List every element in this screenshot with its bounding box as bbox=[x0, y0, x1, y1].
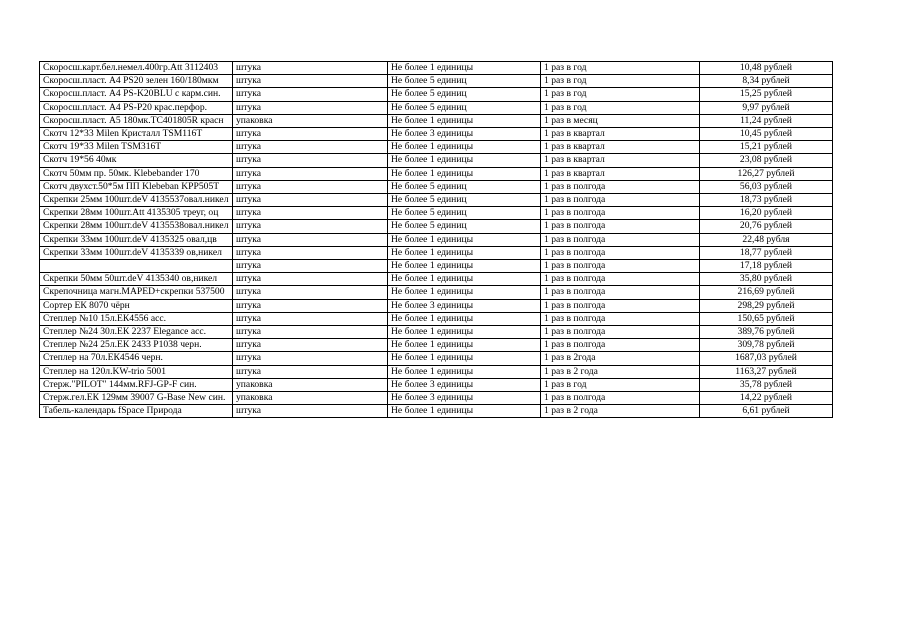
quantity-limit-cell: Не более 5 единиц bbox=[388, 101, 541, 114]
item-name-cell: Скотч 12*33 Milen Кристалл TSM116T bbox=[40, 128, 233, 141]
unit-cell: штука bbox=[233, 299, 388, 312]
quantity-limit-cell: Не более 1 единицы bbox=[388, 286, 541, 299]
quantity-limit-cell: Не более 5 единиц bbox=[388, 75, 541, 88]
item-name-cell: Скотч двухст.50*5м ПП Klebeban KPP505T bbox=[40, 180, 233, 193]
frequency-cell: 1 раз в месяц bbox=[541, 114, 700, 127]
quantity-limit-cell: Не более 1 единицы bbox=[388, 405, 541, 418]
frequency-cell: 1 раз в квартал bbox=[541, 167, 700, 180]
frequency-cell: 1 раз в полгода bbox=[541, 326, 700, 339]
unit-cell: штука bbox=[233, 312, 388, 325]
frequency-cell: 1 раз в полгода bbox=[541, 312, 700, 325]
unit-cell: упаковка bbox=[233, 378, 388, 391]
frequency-cell: 1 раз в квартал bbox=[541, 141, 700, 154]
table-row bbox=[40, 180, 833, 193]
frequency-cell: 1 раз в год bbox=[541, 75, 700, 88]
frequency-cell: 1 раз в полгода bbox=[541, 246, 700, 259]
item-name-cell: Табель-календарь fSpace Природа bbox=[40, 405, 233, 418]
frequency-cell: 1 раз в год bbox=[541, 62, 700, 75]
item-name-cell: Степлер №24 25л.ЕК 2433 Р1038 черн. bbox=[40, 339, 233, 352]
item-name-cell: Скрепки 50мм 50шт.deV 4135340 ов,никел bbox=[40, 273, 233, 286]
price-cell: 22,48 рубля bbox=[700, 233, 833, 246]
price-cell: 20,76 рублей bbox=[700, 220, 833, 233]
unit-cell: штука bbox=[233, 365, 388, 378]
unit-cell: штука bbox=[233, 233, 388, 246]
table-row bbox=[40, 326, 833, 339]
item-name-cell: Степлер №10 15л.ЕК4556 асс. bbox=[40, 312, 233, 325]
item-name-cell: Скрепки 33мм 100шт.deV 4135339 ов,никел bbox=[40, 246, 233, 259]
item-name-cell: Скрепки 28мм 100шт.Att 4135305 треуг, оц bbox=[40, 207, 233, 220]
table-row bbox=[40, 273, 833, 286]
quantity-limit-cell: Не более 1 единицы bbox=[388, 326, 541, 339]
table-row bbox=[40, 392, 833, 405]
item-name-cell: Скрепки 25мм 100шт.deV 4135537овал.никел bbox=[40, 194, 233, 207]
unit-cell: штука bbox=[233, 167, 388, 180]
quantity-limit-cell: Не более 1 единицы bbox=[388, 167, 541, 180]
frequency-cell: 1 раз в год bbox=[541, 101, 700, 114]
quantity-limit-cell: Не более 1 единицы bbox=[388, 339, 541, 352]
table-row bbox=[40, 62, 833, 75]
frequency-cell: 1 раз в полгода bbox=[541, 220, 700, 233]
table-row bbox=[40, 194, 833, 207]
table-row bbox=[40, 286, 833, 299]
table-row bbox=[40, 101, 833, 114]
quantity-limit-cell: Не более 1 единицы bbox=[388, 114, 541, 127]
price-cell: 6,61 рублей bbox=[700, 405, 833, 418]
frequency-cell: 1 раз в квартал bbox=[541, 154, 700, 167]
unit-cell: штука bbox=[233, 273, 388, 286]
unit-cell: штука bbox=[233, 75, 388, 88]
frequency-cell: 1 раз в 2 года bbox=[541, 405, 700, 418]
price-cell: 389,76 рублей bbox=[700, 326, 833, 339]
frequency-cell: 1 раз в полгода bbox=[541, 260, 700, 273]
item-name-cell: Сортер ЕК 8070 чёрн bbox=[40, 299, 233, 312]
table-row bbox=[40, 233, 833, 246]
quantity-limit-cell: Не более 3 единицы bbox=[388, 378, 541, 391]
item-name-cell: Степлер на 70л.ЕК4546 черн. bbox=[40, 352, 233, 365]
table-row bbox=[40, 128, 833, 141]
quantity-limit-cell: Не более 1 единицы bbox=[388, 365, 541, 378]
item-name-cell: Скоросш.пласт. А4 PS-P20 крас.перфор. bbox=[40, 101, 233, 114]
price-cell: 8,34 рублей bbox=[700, 75, 833, 88]
unit-cell: штука bbox=[233, 180, 388, 193]
table-row bbox=[40, 88, 833, 101]
frequency-cell: 1 раз в полгода bbox=[541, 180, 700, 193]
price-cell: 35,80 рублей bbox=[700, 273, 833, 286]
table-row bbox=[40, 352, 833, 365]
item-name-cell: Скотч 19*56 40мк bbox=[40, 154, 233, 167]
table-row bbox=[40, 167, 833, 180]
quantity-limit-cell: Не более 1 единицы bbox=[388, 352, 541, 365]
unit-cell: штука bbox=[233, 260, 388, 273]
unit-cell: штука bbox=[233, 246, 388, 259]
table-row bbox=[40, 299, 833, 312]
item-name-cell: Степлер на 120л.KW-trio 5001 bbox=[40, 365, 233, 378]
supply-table bbox=[39, 61, 833, 418]
table-row bbox=[40, 365, 833, 378]
price-cell: 18,73 рублей bbox=[700, 194, 833, 207]
quantity-limit-cell: Не более 1 единицы bbox=[388, 141, 541, 154]
price-cell: 15,21 рублей bbox=[700, 141, 833, 154]
unit-cell: штука bbox=[233, 62, 388, 75]
unit-cell: штука bbox=[233, 405, 388, 418]
unit-cell: штука bbox=[233, 339, 388, 352]
table-row bbox=[40, 207, 833, 220]
supply-table-body bbox=[40, 62, 833, 418]
frequency-cell: 1 раз в полгода bbox=[541, 286, 700, 299]
item-name-cell: Стерж.гел.ЕК 129мм 39007 G-Base New син. bbox=[40, 392, 233, 405]
price-cell: 18,77 рублей bbox=[700, 246, 833, 259]
frequency-cell: 1 раз в полгода bbox=[541, 194, 700, 207]
price-cell: 126,27 рублей bbox=[700, 167, 833, 180]
frequency-cell: 1 раз в год bbox=[541, 378, 700, 391]
price-cell: 11,24 рублей bbox=[700, 114, 833, 127]
frequency-cell: 1 раз в 2 года bbox=[541, 365, 700, 378]
item-name-cell: Стерж."PILOT" 144мм.RFJ-GP-F син. bbox=[40, 378, 233, 391]
table-row bbox=[40, 75, 833, 88]
quantity-limit-cell: Не более 5 единиц bbox=[388, 194, 541, 207]
price-cell: 10,45 рублей bbox=[700, 128, 833, 141]
quantity-limit-cell: Не более 3 единицы bbox=[388, 392, 541, 405]
quantity-limit-cell: Не более 1 единицы bbox=[388, 246, 541, 259]
quantity-limit-cell: Не более 3 единицы bbox=[388, 299, 541, 312]
price-cell: 56,03 рублей bbox=[700, 180, 833, 193]
price-cell: 9,97 рублей bbox=[700, 101, 833, 114]
table-row bbox=[40, 154, 833, 167]
unit-cell: упаковка bbox=[233, 114, 388, 127]
price-cell: 1163,27 рублей bbox=[700, 365, 833, 378]
unit-cell: штука bbox=[233, 128, 388, 141]
unit-cell: штука bbox=[233, 194, 388, 207]
unit-cell: штука bbox=[233, 101, 388, 114]
item-name-cell: Скотч 19*33 Milen TSM316T bbox=[40, 141, 233, 154]
frequency-cell: 1 раз в год bbox=[541, 88, 700, 101]
table-row bbox=[40, 339, 833, 352]
item-name-cell: Скрепки 28мм 100шт.deV 4135538овал.никел bbox=[40, 220, 233, 233]
price-cell: 1687,03 рублей bbox=[700, 352, 833, 365]
frequency-cell: 1 раз в квартал bbox=[541, 128, 700, 141]
table-row bbox=[40, 114, 833, 127]
quantity-limit-cell: Не более 3 единицы bbox=[388, 128, 541, 141]
item-name-cell bbox=[40, 260, 233, 273]
item-name-cell: Скотч 50мм пр. 50мк. Klebebander 170 bbox=[40, 167, 233, 180]
table-row bbox=[40, 378, 833, 391]
table-row bbox=[40, 246, 833, 259]
price-cell: 23,08 рублей bbox=[700, 154, 833, 167]
frequency-cell: 1 раз в полгода bbox=[541, 299, 700, 312]
quantity-limit-cell: Не более 5 единиц bbox=[388, 220, 541, 233]
unit-cell: штука bbox=[233, 141, 388, 154]
table-row bbox=[40, 141, 833, 154]
price-cell: 10,48 рублей bbox=[700, 62, 833, 75]
frequency-cell: 1 раз в полгода bbox=[541, 233, 700, 246]
quantity-limit-cell: Не более 1 единицы bbox=[388, 62, 541, 75]
price-cell: 15,25 рублей bbox=[700, 88, 833, 101]
quantity-limit-cell: Не более 1 единицы bbox=[388, 312, 541, 325]
unit-cell: упаковка bbox=[233, 392, 388, 405]
table-row bbox=[40, 405, 833, 418]
quantity-limit-cell: Не более 5 единиц bbox=[388, 180, 541, 193]
price-cell: 14,22 рублей bbox=[700, 392, 833, 405]
price-cell: 16,20 рублей bbox=[700, 207, 833, 220]
frequency-cell: 1 раз в полгода bbox=[541, 339, 700, 352]
quantity-limit-cell: Не более 1 единицы bbox=[388, 233, 541, 246]
unit-cell: штука bbox=[233, 154, 388, 167]
frequency-cell: 1 раз в 2года bbox=[541, 352, 700, 365]
unit-cell: штука bbox=[233, 352, 388, 365]
table-row bbox=[40, 260, 833, 273]
table-row bbox=[40, 312, 833, 325]
price-cell: 35,78 рублей bbox=[700, 378, 833, 391]
item-name-cell: Скоросш.пласт. А4 PS20 зелен 160/180мкм bbox=[40, 75, 233, 88]
frequency-cell: 1 раз в полгода bbox=[541, 392, 700, 405]
price-cell: 298,29 рублей bbox=[700, 299, 833, 312]
item-name-cell: Скрепочница магн.MAPED+скрепки 537500 bbox=[40, 286, 233, 299]
price-cell: 150,65 рублей bbox=[700, 312, 833, 325]
item-name-cell: Скрепки 33мм 100шт.deV 4135325 овал,цв bbox=[40, 233, 233, 246]
item-name-cell: Скоросш.пласт. А4 PS-K20BLU с карм.син. bbox=[40, 88, 233, 101]
quantity-limit-cell: Не более 5 единиц bbox=[388, 207, 541, 220]
quantity-limit-cell: Не более 1 единицы bbox=[388, 260, 541, 273]
price-cell: 309,78 рублей bbox=[700, 339, 833, 352]
item-name-cell: Скоросш.пласт. А5 180мк.ТС401805R красн bbox=[40, 114, 233, 127]
quantity-limit-cell: Не более 1 единицы bbox=[388, 154, 541, 167]
unit-cell: штука bbox=[233, 326, 388, 339]
table-row bbox=[40, 220, 833, 233]
item-name-cell: Скоросш.карт.бел.немел.400гр.Att 3112403 bbox=[40, 62, 233, 75]
item-name-cell: Степлер №24 30л.ЕК 2237 Elegance асс. bbox=[40, 326, 233, 339]
unit-cell: штука bbox=[233, 220, 388, 233]
frequency-cell: 1 раз в полгода bbox=[541, 273, 700, 286]
quantity-limit-cell: Не более 1 единицы bbox=[388, 273, 541, 286]
price-cell: 17,18 рублей bbox=[700, 260, 833, 273]
frequency-cell: 1 раз в полгода bbox=[541, 207, 700, 220]
unit-cell: штука bbox=[233, 207, 388, 220]
unit-cell: штука bbox=[233, 88, 388, 101]
unit-cell: штука bbox=[233, 286, 388, 299]
quantity-limit-cell: Не более 5 единиц bbox=[388, 88, 541, 101]
price-cell: 216,69 рублей bbox=[700, 286, 833, 299]
